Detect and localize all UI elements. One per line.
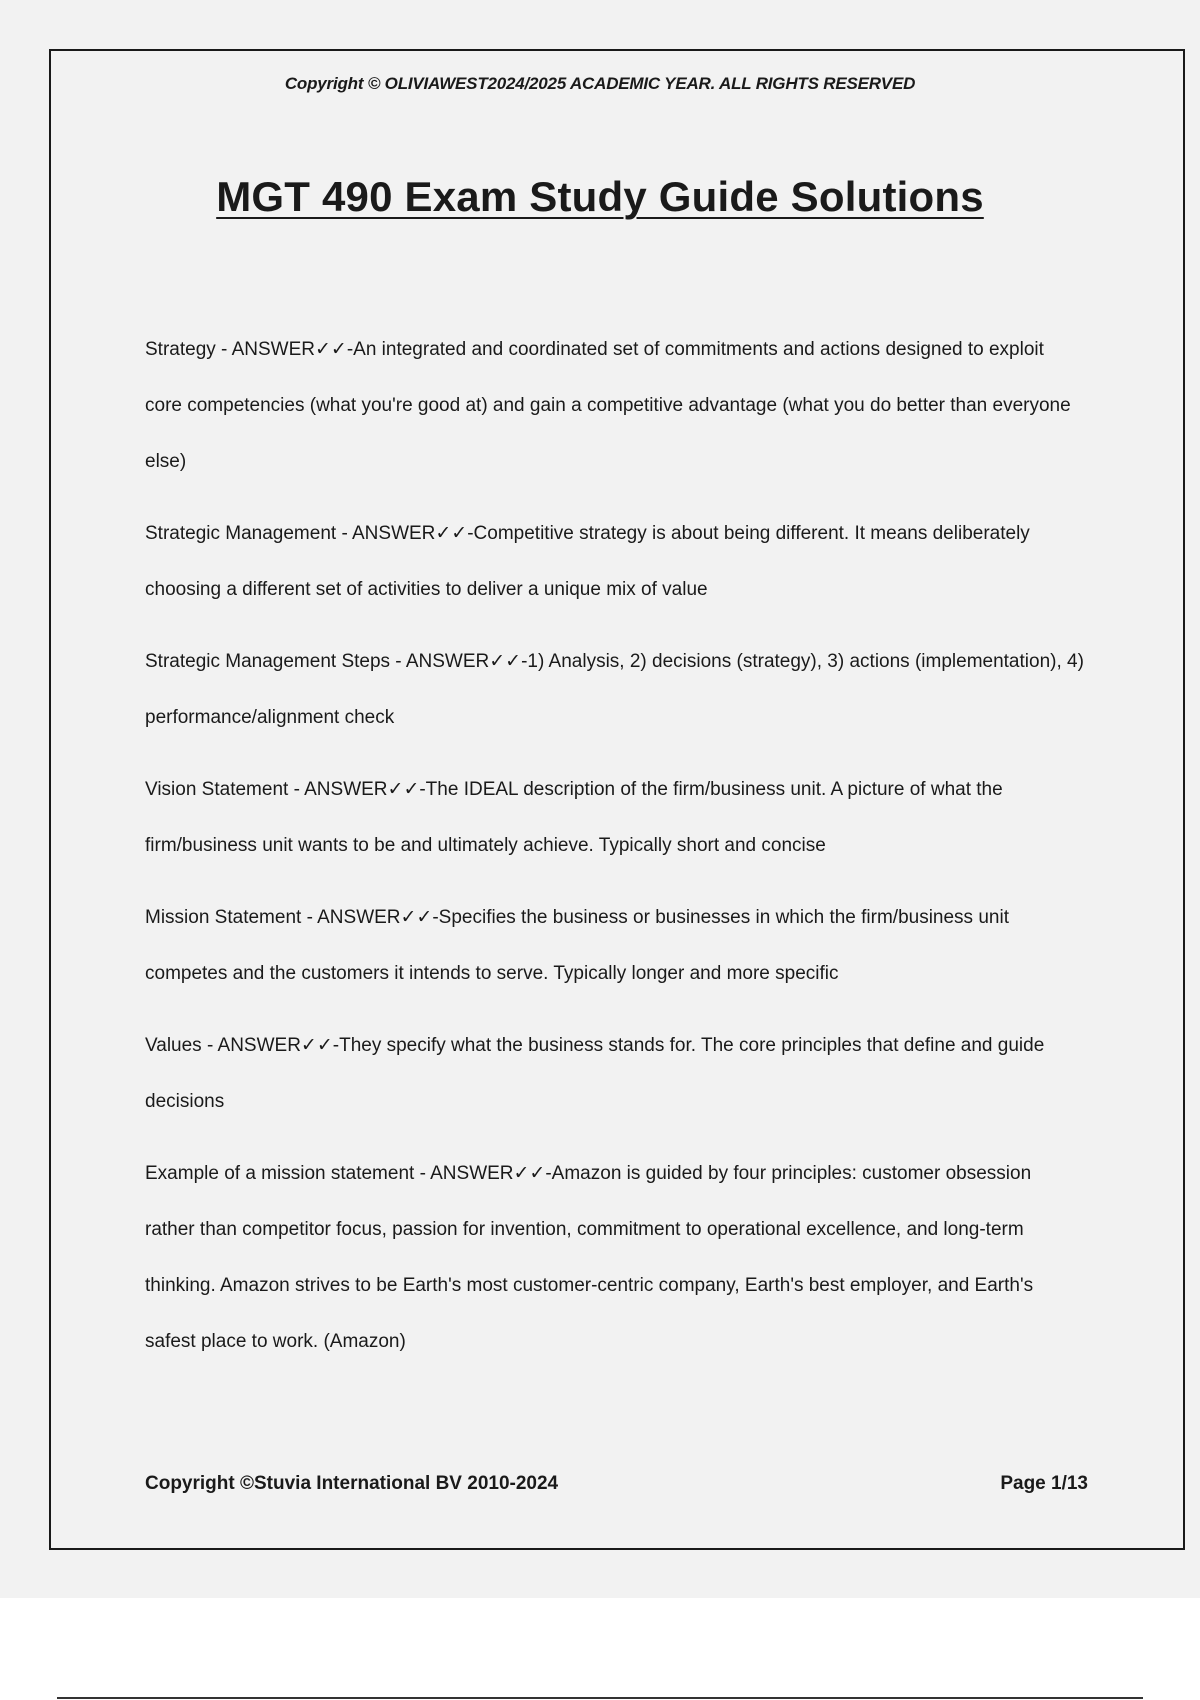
entry-strategic-management: Strategic Management - ANSWER✓✓-Competitive strategy is about being different. It means deliberately choosing a different set of activities to deliver a unique mix of value — [145, 523, 1030, 600]
entry-vision-statement: Vision Statement - ANSWER✓✓-The IDEAL description of the firm/business unit. A picture of what the firm/business unit wants to be and ultimately achieve. Typically short and concise — [145, 779, 1003, 856]
entry-values: Values - ANSWER✓✓-They specify what the business stands for. The core principles that define and guide decisions — [145, 1035, 1045, 1112]
entry-mission-statement: Mission Statement - ANSWER✓✓-Specifies the business or businesses in which the firm/business unit competes and the customers it intends to serve. Typically longer and more specific — [145, 907, 1009, 984]
bottom-divider — [57, 1697, 1143, 1699]
page-title-text: MGT 490 Exam Study Guide Solutions — [216, 173, 984, 220]
header-copyright: Copyright © OLIVIAWEST2024/2025 ACADEMIC YEAR. ALL RIGHTS RESERVED — [284, 74, 916, 93]
footer-copyright: Copyright ©Stuvia International BV 2010-2024 — [145, 1473, 559, 1494]
entry-mission-example: Example of a mission statement - ANSWER✓✓-Amazon is guided by four principles: customer obsession rather than competitor focus, passion for invention, commitment to operational excellence, and long-term thinking. Amazon strives to be Earth's most customer-centric company, Earth's best employer, and Earth's safest place to work. (Amazon) — [145, 1163, 1034, 1352]
entry-strategic-management-steps: Strategic Management Steps - ANSWER✓✓-1) Analysis, 2) decisions (strategy), 3) actions (implementation), 4) performance/alignment check — [145, 651, 1084, 728]
page-title — [0, 172, 1200, 222]
entry-strategy: Strategy - ANSWER✓✓-An integrated and coordinated set of commitments and actions designed to exploit core competencies (what you're good at) and gain a competitive advantage (what you do better than everyone else) — [145, 339, 1071, 472]
study-entries — [145, 322, 1085, 1386]
page-number: Page 1/13 — [1000, 1473, 1088, 1494]
